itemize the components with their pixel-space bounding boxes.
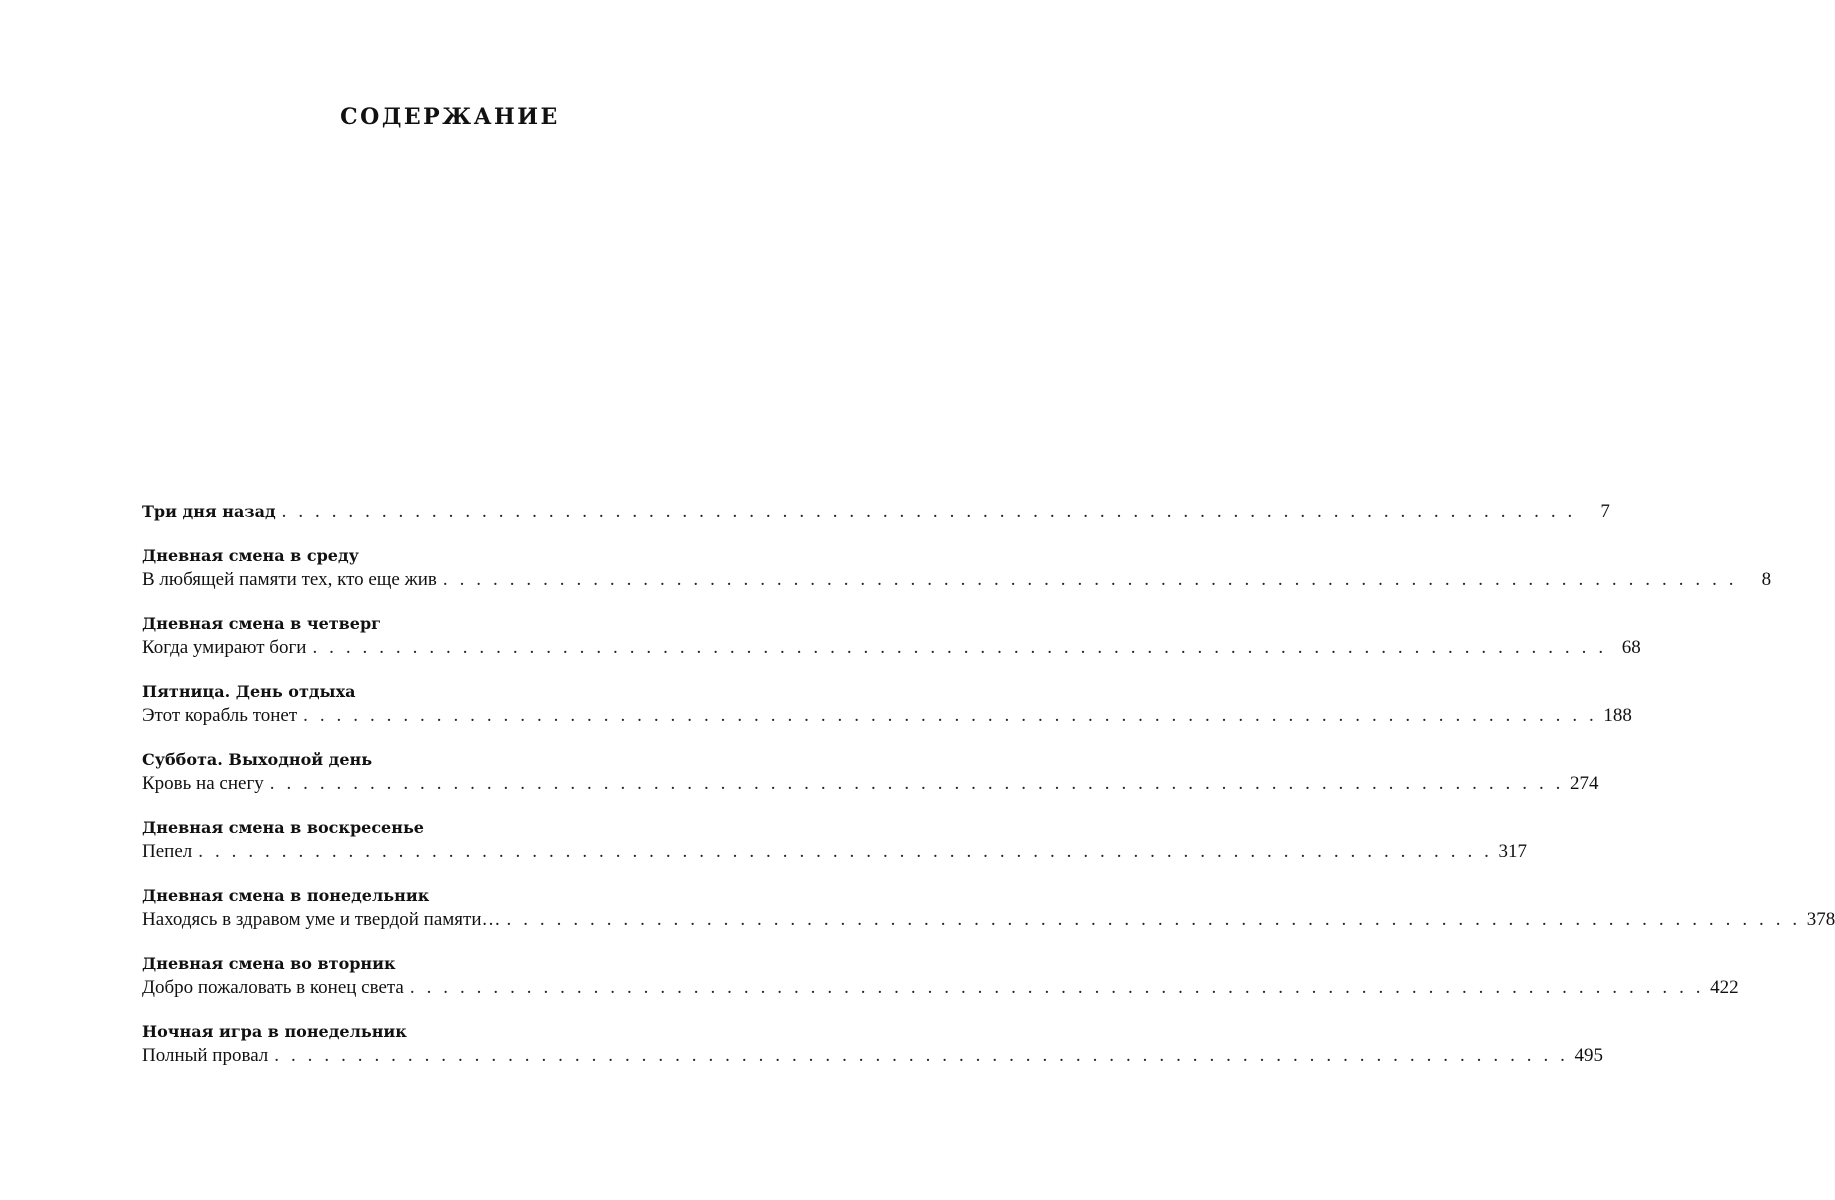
toc-entry bbox=[142, 884, 1835, 932]
toc-line bbox=[142, 908, 1835, 932]
dot-leader: . . . . . . . . . . . . . . . . . . . . . . . . . . . . . . . . . . . . . . . . . . . . . . . . . . . . . . . . . . . . . . . . . . . . . . . . . . . . . . bbox=[442, 569, 1738, 590]
toc-line bbox=[142, 772, 1599, 796]
page-title: СОДЕРЖАНИЕ bbox=[340, 104, 560, 130]
page-number: 274 bbox=[1570, 773, 1599, 794]
page-number: 378 bbox=[1806, 909, 1835, 930]
page-number: 8 bbox=[1761, 569, 1772, 590]
page-number: 495 bbox=[1574, 1045, 1604, 1066]
dot-leader: . . . . . . . . . . . . . . . . . . . . . . . . . . . . . . . . . . . . . . . . . . . . . . . . . . . . . . . . . . . . . . . . . . . . . . . . . . . . . . bbox=[409, 977, 1705, 998]
part-label: Дневная смена в понедельник bbox=[142, 886, 430, 905]
table-of-contents bbox=[142, 500, 1835, 1088]
part-label: Пятница. День отдыха bbox=[142, 682, 356, 701]
entry-title: Добро пожаловать в конец света bbox=[142, 977, 404, 998]
toc-entry bbox=[142, 500, 1610, 524]
toc-line bbox=[142, 636, 1641, 660]
part-label: Дневная смена в воскресенье bbox=[142, 818, 424, 837]
dot-leader: . . . . . . . . . . . . . . . . . . . . . . . . . . . . . . . . . . . . . . . . . . . . . . . . . . . . . . . . . . . . . . . . . . . . . . . . . . . . . . bbox=[198, 841, 1493, 862]
page-number: 188 bbox=[1603, 705, 1632, 726]
toc-entry bbox=[142, 952, 1739, 1000]
toc-entry bbox=[142, 816, 1527, 864]
entry-title: В любящей памяти тех, кто еще жив bbox=[142, 569, 437, 590]
dot-leader: . . . . . . . . . . . . . . . . . . . . . . . . . . . . . . . . . . . . . . . . . . . . . . . . . . . . . . . . . . . . . . . . . . . . . . . . . . . . . . bbox=[281, 501, 1576, 522]
toc-entry bbox=[142, 748, 1599, 796]
toc-line bbox=[142, 568, 1772, 592]
toc-line bbox=[142, 840, 1527, 864]
dot-leader: . . . . . . . . . . . . . . . . . . . . . . . . . . . . . . . . . . . . . . . . . . . . . . . . . . . . . . . . . . . . . . . . . . . . . . . . . . . . . . bbox=[274, 1045, 1569, 1066]
toc-entry bbox=[142, 680, 1632, 728]
toc-entry bbox=[142, 544, 1772, 592]
entry-title: Кровь на снегу bbox=[142, 773, 264, 794]
entry-title: Пепел bbox=[142, 841, 193, 862]
entry-title: Когда умирают боги bbox=[142, 637, 307, 658]
toc-line bbox=[142, 500, 1610, 524]
part-label: Дневная смена во вторник bbox=[142, 954, 396, 973]
dot-leader: . . . . . . . . . . . . . . . . . . . . . . . . . . . . . . . . . . . . . . . . . . . . . . . . . . . . . . . . . . . . . . . . . . . . . . . . . . . . . . bbox=[303, 705, 1598, 726]
dot-leader: . . . . . . . . . . . . . . . . . . . . . . . . . . . . . . . . . . . . . . . . . . . . . . . . . . . . . . . . . . . . . . . . . . . . . . . . . . . . . . bbox=[269, 773, 1564, 794]
toc-entry bbox=[142, 612, 1641, 660]
entry-title: Находясь в здравом уме и твердой памяти… bbox=[142, 909, 501, 930]
entry-title: Этот корабль тонет bbox=[142, 705, 298, 726]
part-label: Дневная смена в среду bbox=[142, 546, 359, 565]
part-label: Ночная игра в понедельник bbox=[142, 1022, 407, 1041]
toc-line bbox=[142, 976, 1739, 1000]
part-label: Дневная смена в четверг bbox=[142, 614, 381, 633]
dot-leader: . . . . . . . . . . . . . . . . . . . . . . . . . . . . . . . . . . . . . . . . . . . . . . . . . . . . . . . . . . . . . . . . . . . . . . . . . . . . . . bbox=[506, 909, 1801, 930]
entry-title: Полный провал bbox=[142, 1045, 269, 1066]
page-number: 7 bbox=[1600, 501, 1610, 522]
part-label: Суббота. Выходной день bbox=[142, 750, 373, 769]
page-number: 422 bbox=[1710, 977, 1739, 998]
toc-line bbox=[142, 704, 1632, 728]
entry-title: Три дня назад bbox=[142, 502, 276, 521]
page-number: 317 bbox=[1498, 841, 1527, 862]
toc-entry bbox=[142, 1020, 1604, 1068]
toc-line bbox=[142, 1044, 1604, 1068]
page-number: 68 bbox=[1621, 637, 1641, 658]
dot-leader: . . . . . . . . . . . . . . . . . . . . . . . . . . . . . . . . . . . . . . . . . . . . . . . . . . . . . . . . . . . . . . . . . . . . . . . . . . . . . . bbox=[312, 637, 1607, 658]
